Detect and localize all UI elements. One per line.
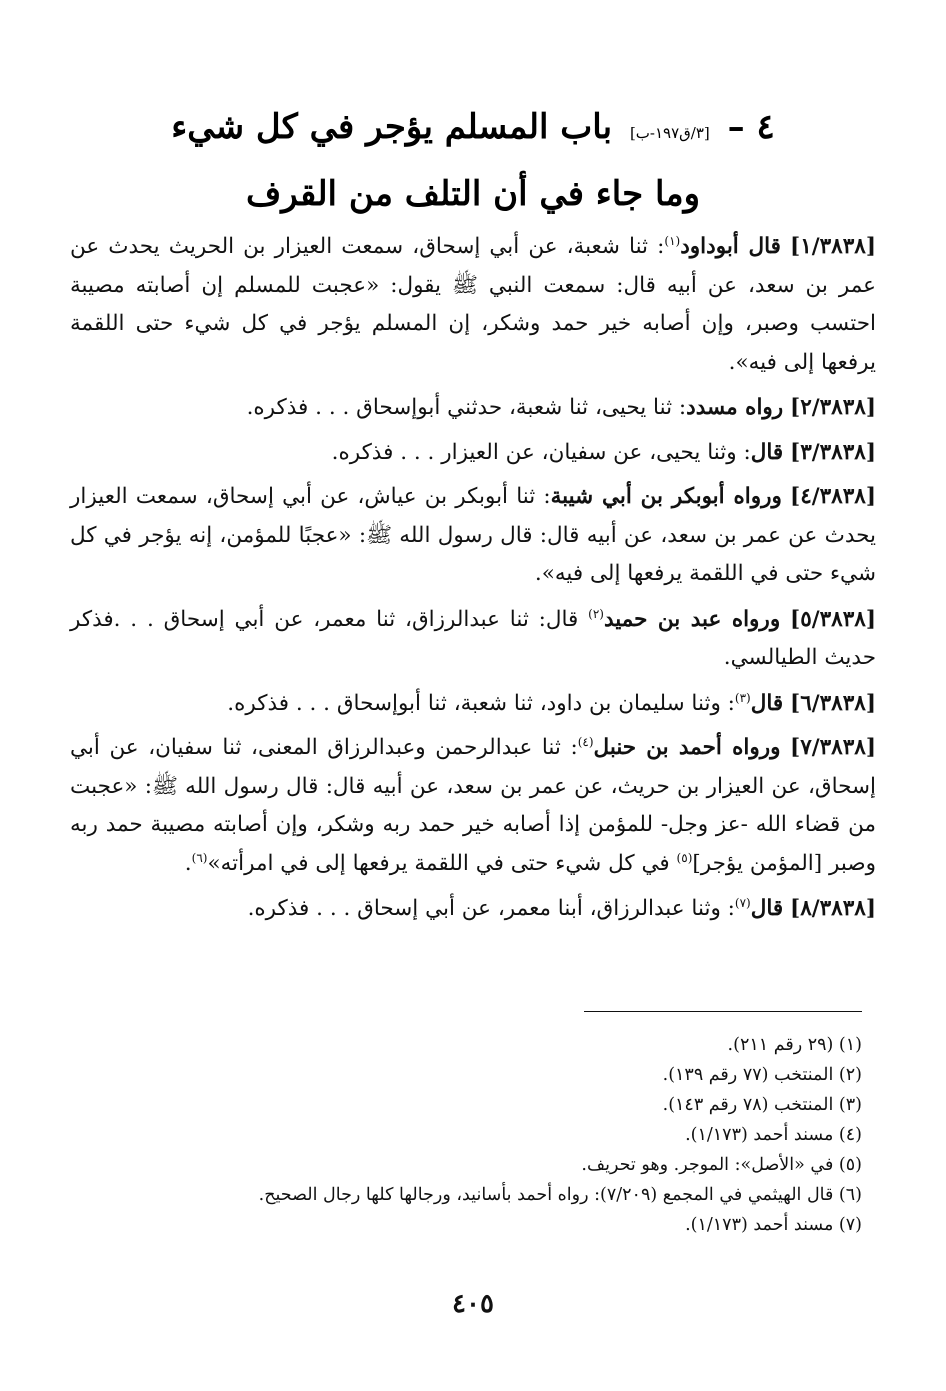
entry-ref: [١/٣٨٣٨] [790,234,876,259]
entry-lead: قال [750,690,784,716]
footnote-marker: (٧) [734,895,751,910]
chapter-title-line2: وما جاء في أن التلف من القرف [245,174,700,214]
entry-lead: ورواه عبد بن حميد [603,606,781,632]
entry-ref: [٦/٣٨٣٨] [790,690,876,716]
entry-text: : وثنا سليمان بن داود، ثنا شعبة، ثنا أبوإسحاق . . . فذكره. [227,690,735,716]
chapter-number: ٤ – [727,107,775,147]
footnotes [70,1030,862,1240]
folio-reference: [٣/ق١٩٧-ب] [629,124,710,142]
entry-text: : ثنا عبدالرحمن وعبدالرزاق المعنى، ثنا سفيان، عن أبي إسحاق، عن العيزار بن حريث، عن عمر بن سعد، عن أبيه قال: قال رسول الله ﷺ: «عجبت من قضاء الله -عز وجل- للمؤمن إذا أصابه خير حمد ربه وشكر، وإن أصابته مصيبة حمد ربه وصبر [المؤمن يؤجر] [70,735,876,876]
entry-ref: [٧/٣٨٣٨] [790,735,877,760]
entry-text: قال: ثنا عبدالرزاق، ثنا معمر، عن أبي إسحاق . . .فذكر حديث الطيالسي. [70,606,876,670]
footnote-marker: (١) [664,233,681,248]
hadith-entry [70,478,876,594]
footnote-marker: (٢) [588,606,604,621]
entry-text: : ثنا يحيى، ثنا شعبة، حدثني أبوإسحاق . . . فذكره. [246,395,687,420]
footnote: (٢) المنتخب (٧٧ رقم ١٣٩). [662,1065,862,1085]
entry-text: في كل شيء حتى في اللقمة يرفعها إلى في امرأته» [207,850,677,876]
entry-ref: [٨/٣٨٣٨] [790,896,876,921]
entry-lead: ورواه أبوبكر بن أبي شيبة [550,484,782,509]
hadith-entry [70,389,876,428]
footnote: (١) (٢٩ رقم ٢١١). [727,1035,862,1055]
footnote-separator [584,1011,862,1012]
hadith-entry [70,228,876,382]
entry-text: : وثنا عبدالرزاق، أبنا معمر، عن أبي إسحاق . . . فذكره. [247,896,735,921]
entry-text: : وثنا يحيى، عن سفيان، عن العيزار . . . فذكره. [331,439,751,465]
entry-ref: [٣/٣٨٣٨] [790,439,876,465]
footnote-marker: (٤) [577,734,594,749]
entry-ref: [٥/٣٨٣٨] [790,606,876,632]
entry-lead: قال [750,439,784,465]
entry-lead: ورواه أحمد بن حنبل [593,735,781,760]
hadith-entry [70,729,876,883]
footnote: (٥) في «الأصل»: الموجر. وهو تحريف. [581,1155,862,1175]
entry-lead: قال [750,896,784,921]
entry-text: : ثنا شعبة، عن أبي إسحاق، سمعت العيزار بن الحريث يحدث عن عمر بن سعد، عن أبيه قال: سمعت النبي ﷺ يقول: «عجبت للمسلم إن أصابته مصيبة احتسب وصبر، وإن أصابه خير حمد وشكر، إن المسلم يؤجر في كل شيء حتى اللقمة يرفعها إلى فيه». [70,234,876,375]
hadith-entry [70,685,876,724]
page-number: ٤٠٥ [452,1289,494,1319]
entry-ref: [٢/٣٨٣٨] [790,395,876,420]
hadith-body [70,228,876,936]
entry-lead: رواه مسدد [686,395,784,420]
chapter-title-line1: باب المسلم يؤجر في كل شيء [171,107,613,147]
entry-ref: [٤/٣٨٣٨] [790,484,876,509]
hadith-entry [70,434,876,473]
footnote-marker: (٦) [191,850,208,865]
hadith-entry [70,601,876,678]
footnote: (٦) قال الهيثمي في المجمع (٧/٢٠٩): رواه أحمد بأسانيد، ورجالها كلها رجال الصحيح. [258,1185,862,1205]
footnote: (٧) مسند أحمد (١/١٧٣). [685,1215,862,1235]
chapter-heading [70,103,876,157]
footnote: (٤) مسند أحمد (١/١٧٣). [685,1125,862,1145]
hadith-entry [70,890,876,929]
entry-text: : ثنا أبوبكر بن عياش، عن أبي إسحاق، سمعت العيزار يحدث عن عمر بن سعد، عن أبيه قال: قال رسول الله ﷺ: «عجبًا للمؤمن، إنه يؤجر في كل شيء حتى في اللقمة يرفعها إلى فيه». [70,484,876,586]
footnote-marker: (٥) [676,850,693,865]
entry-text: . [184,850,192,876]
entry-lead: قال أبوداود [680,234,781,259]
footnote: (٣) المنتخب (٧٨ رقم ١٤٣). [662,1095,862,1115]
footnote-marker: (٣) [734,690,751,705]
